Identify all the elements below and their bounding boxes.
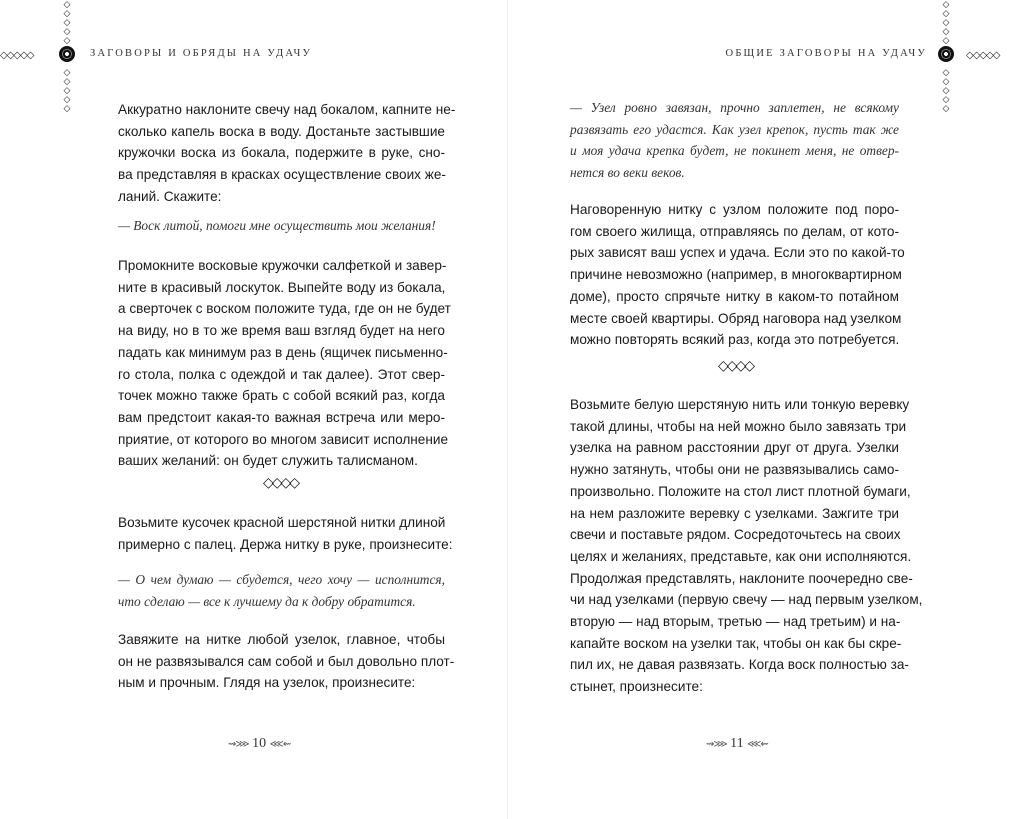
text-line: гом своего жилища, отправляясь по делам, от кото- (570, 223, 899, 239)
text-line: Завяжите на нитке любой узелок, главное, чтобы (118, 632, 445, 647)
rosette-icon (59, 46, 75, 62)
text-line: ните в красивый лоскуток. Выпейте воду из бокала, (118, 279, 446, 295)
text-line: месте своей квартиры. Обряд наговора над узелком (570, 310, 902, 326)
text-line: причине невозможно (например, в многоквартирном (570, 267, 902, 283)
chain-ornament-icon: ◇ ◇ ◇ ◇ ◇ (63, 67, 71, 113)
text-line: и моя удача крепка будет, не покинет меня, не отвер- (570, 143, 899, 159)
text-line: произвольно. Положите на стол лист плотной бумаги, (570, 483, 911, 499)
text-line: доме), просто спрячьте нитку в каком-то потайном (570, 288, 899, 304)
paragraph (118, 512, 453, 555)
divider-ornament-icon: ◇◇◇◇ (263, 474, 299, 490)
text-line: Наговоренную нитку с узлом положите под поро- (570, 202, 899, 217)
text-line: чи над узелками (первую свечу — над первым узелком, (570, 592, 923, 608)
chain-ornament-icon: ◇ ◇ ◇ ◇ ◇ (942, 0, 950, 45)
running-header-right: ОБЩИЕ ЗАГОВОРЫ НА УДАЧУ (725, 48, 927, 59)
text-line: Промокните восковые кружочки салфеткой и завер- (118, 258, 447, 273)
text-line: вам предстоит какая-то важная встреча или меро- (118, 409, 445, 425)
text-line: — Воск литой, помоги мне осуществить мои желания! (118, 218, 436, 233)
text-line: — Узел ровно завязан, прочно заплетен, не всякому (570, 100, 899, 115)
text-line: стынет, произнесите: (570, 679, 703, 695)
text-line: кружочки воска из бокала, подержите в руке, сно- (118, 145, 445, 161)
paragraph (118, 99, 456, 208)
incantation (570, 97, 899, 184)
text-line: вторую — над вторым, третью — над третьим) и на- (570, 614, 901, 630)
chain-ornament-icon: ◇ ◇ ◇ ◇ ◇ (942, 67, 950, 113)
text-line: падать как минимум раз в день (ящичек письменно- (118, 344, 448, 360)
text-line: он не развязывался сам собой и был довольно плот- (118, 653, 455, 669)
text-line: капайте воском на узелки так, чтобы он как бы скре- (570, 635, 902, 651)
text-line: ным и прочным. Глядя на узелок, произнесите: (118, 675, 416, 691)
text-line: нужно затянуть, чтобы они не развязывались само- (570, 462, 899, 478)
text-line: нется во веки веков. (570, 165, 685, 181)
text-line: Аккуратно наклоните свечу над бокалом, капните не- (118, 102, 456, 117)
text-line: что сделаю — все к лучшему да к добру обратится. (118, 593, 416, 609)
text-line: рых зависят ваш успех и удача. Если это по какой-то (570, 245, 905, 261)
text-line: ланий. Скажите: (118, 188, 222, 204)
text-line: такой длины, чтобы на ней можно было завязать три (570, 418, 907, 434)
text-line: ва представляя в красках осуществление своих же- (118, 167, 446, 183)
text-line: развязать его удастся. Как узел крепок, пусть так же (570, 121, 899, 137)
folio-ornament-icon: ⇝⋙ (706, 739, 727, 750)
text-line: Возьмите белую шерстяную нить или тонкую веревку (570, 397, 910, 412)
text-line: на нем разложите веревку с узелками. Зажгите три (570, 505, 899, 521)
paragraph (118, 629, 455, 694)
text-line: примерно с палец. Держа нитку в руке, произнесите: (118, 536, 453, 552)
chain-ornament-icon: ◇◇◇◇◇ (966, 50, 1000, 61)
text-line: Продолжая представлять, наклоните поочередно све- (570, 570, 913, 586)
text-line: можно повторять всякий раз, когда это потребуется. (570, 332, 900, 348)
folio-ornament-icon: ⋘⇜ (269, 739, 291, 750)
folio-ornament-icon: ⋘⇜ (747, 739, 768, 750)
page-gutter (507, 0, 508, 819)
incantation (118, 569, 445, 612)
text-line: Возьмите кусочек красной шерстяной нитки длиной (118, 515, 446, 530)
text-line: — О чем думаю — сбудется, чего хочу — исполнится, (118, 572, 445, 587)
text-line: сколько капель воска в воду. Достаньте застывшие (118, 123, 445, 139)
text-line: на виду, но в то же время ваш взгляд будет на него (118, 323, 445, 339)
text-line: приятие, от которого во многом зависит исполнение (118, 431, 449, 447)
running-header-left: ЗАГОВОРЫ И ОБРЯДЫ НА УДАЧУ (90, 48, 313, 59)
paragraph (570, 199, 905, 351)
page-number-right: ⇝⋙ 11 ⋘⇜ (706, 736, 768, 751)
text-line: свечи и поставьте рядом. Сосредоточьтесь на своих (570, 527, 901, 543)
text-line: пил их, не давая развязать. Когда воск полностью за- (570, 657, 909, 673)
folio-ornament-icon: ⇝⋙ (228, 739, 249, 750)
text-line: го стола, полка с одеждой и так далее). Этот свер- (118, 366, 445, 382)
text-line: точек можно также брать с собой всякий раз, когда (118, 388, 445, 404)
paragraph (118, 255, 451, 472)
chain-ornament-icon: ◇◇◇◇◇ (0, 50, 34, 61)
divider-ornament-icon: ◇◇◇◇ (718, 357, 754, 373)
text-line: ваших желаний: он будет служить талисманом. (118, 453, 418, 469)
paragraph (570, 394, 923, 698)
text-line: а сверточек с воском положите туда, где он не будет (118, 301, 451, 317)
chain-ornament-icon: ◇ ◇ ◇ ◇ ◇ (63, 0, 71, 45)
text-line: целях и желаниях, представьте, как они исполняются. (570, 548, 912, 564)
incantation (118, 215, 445, 237)
rosette-icon (938, 46, 954, 62)
text-line: узелка на равном расстоянии друг от друга. Узелки (570, 440, 899, 456)
page-number-left: ⇝⋙ 10 ⋘⇜ (228, 736, 291, 751)
